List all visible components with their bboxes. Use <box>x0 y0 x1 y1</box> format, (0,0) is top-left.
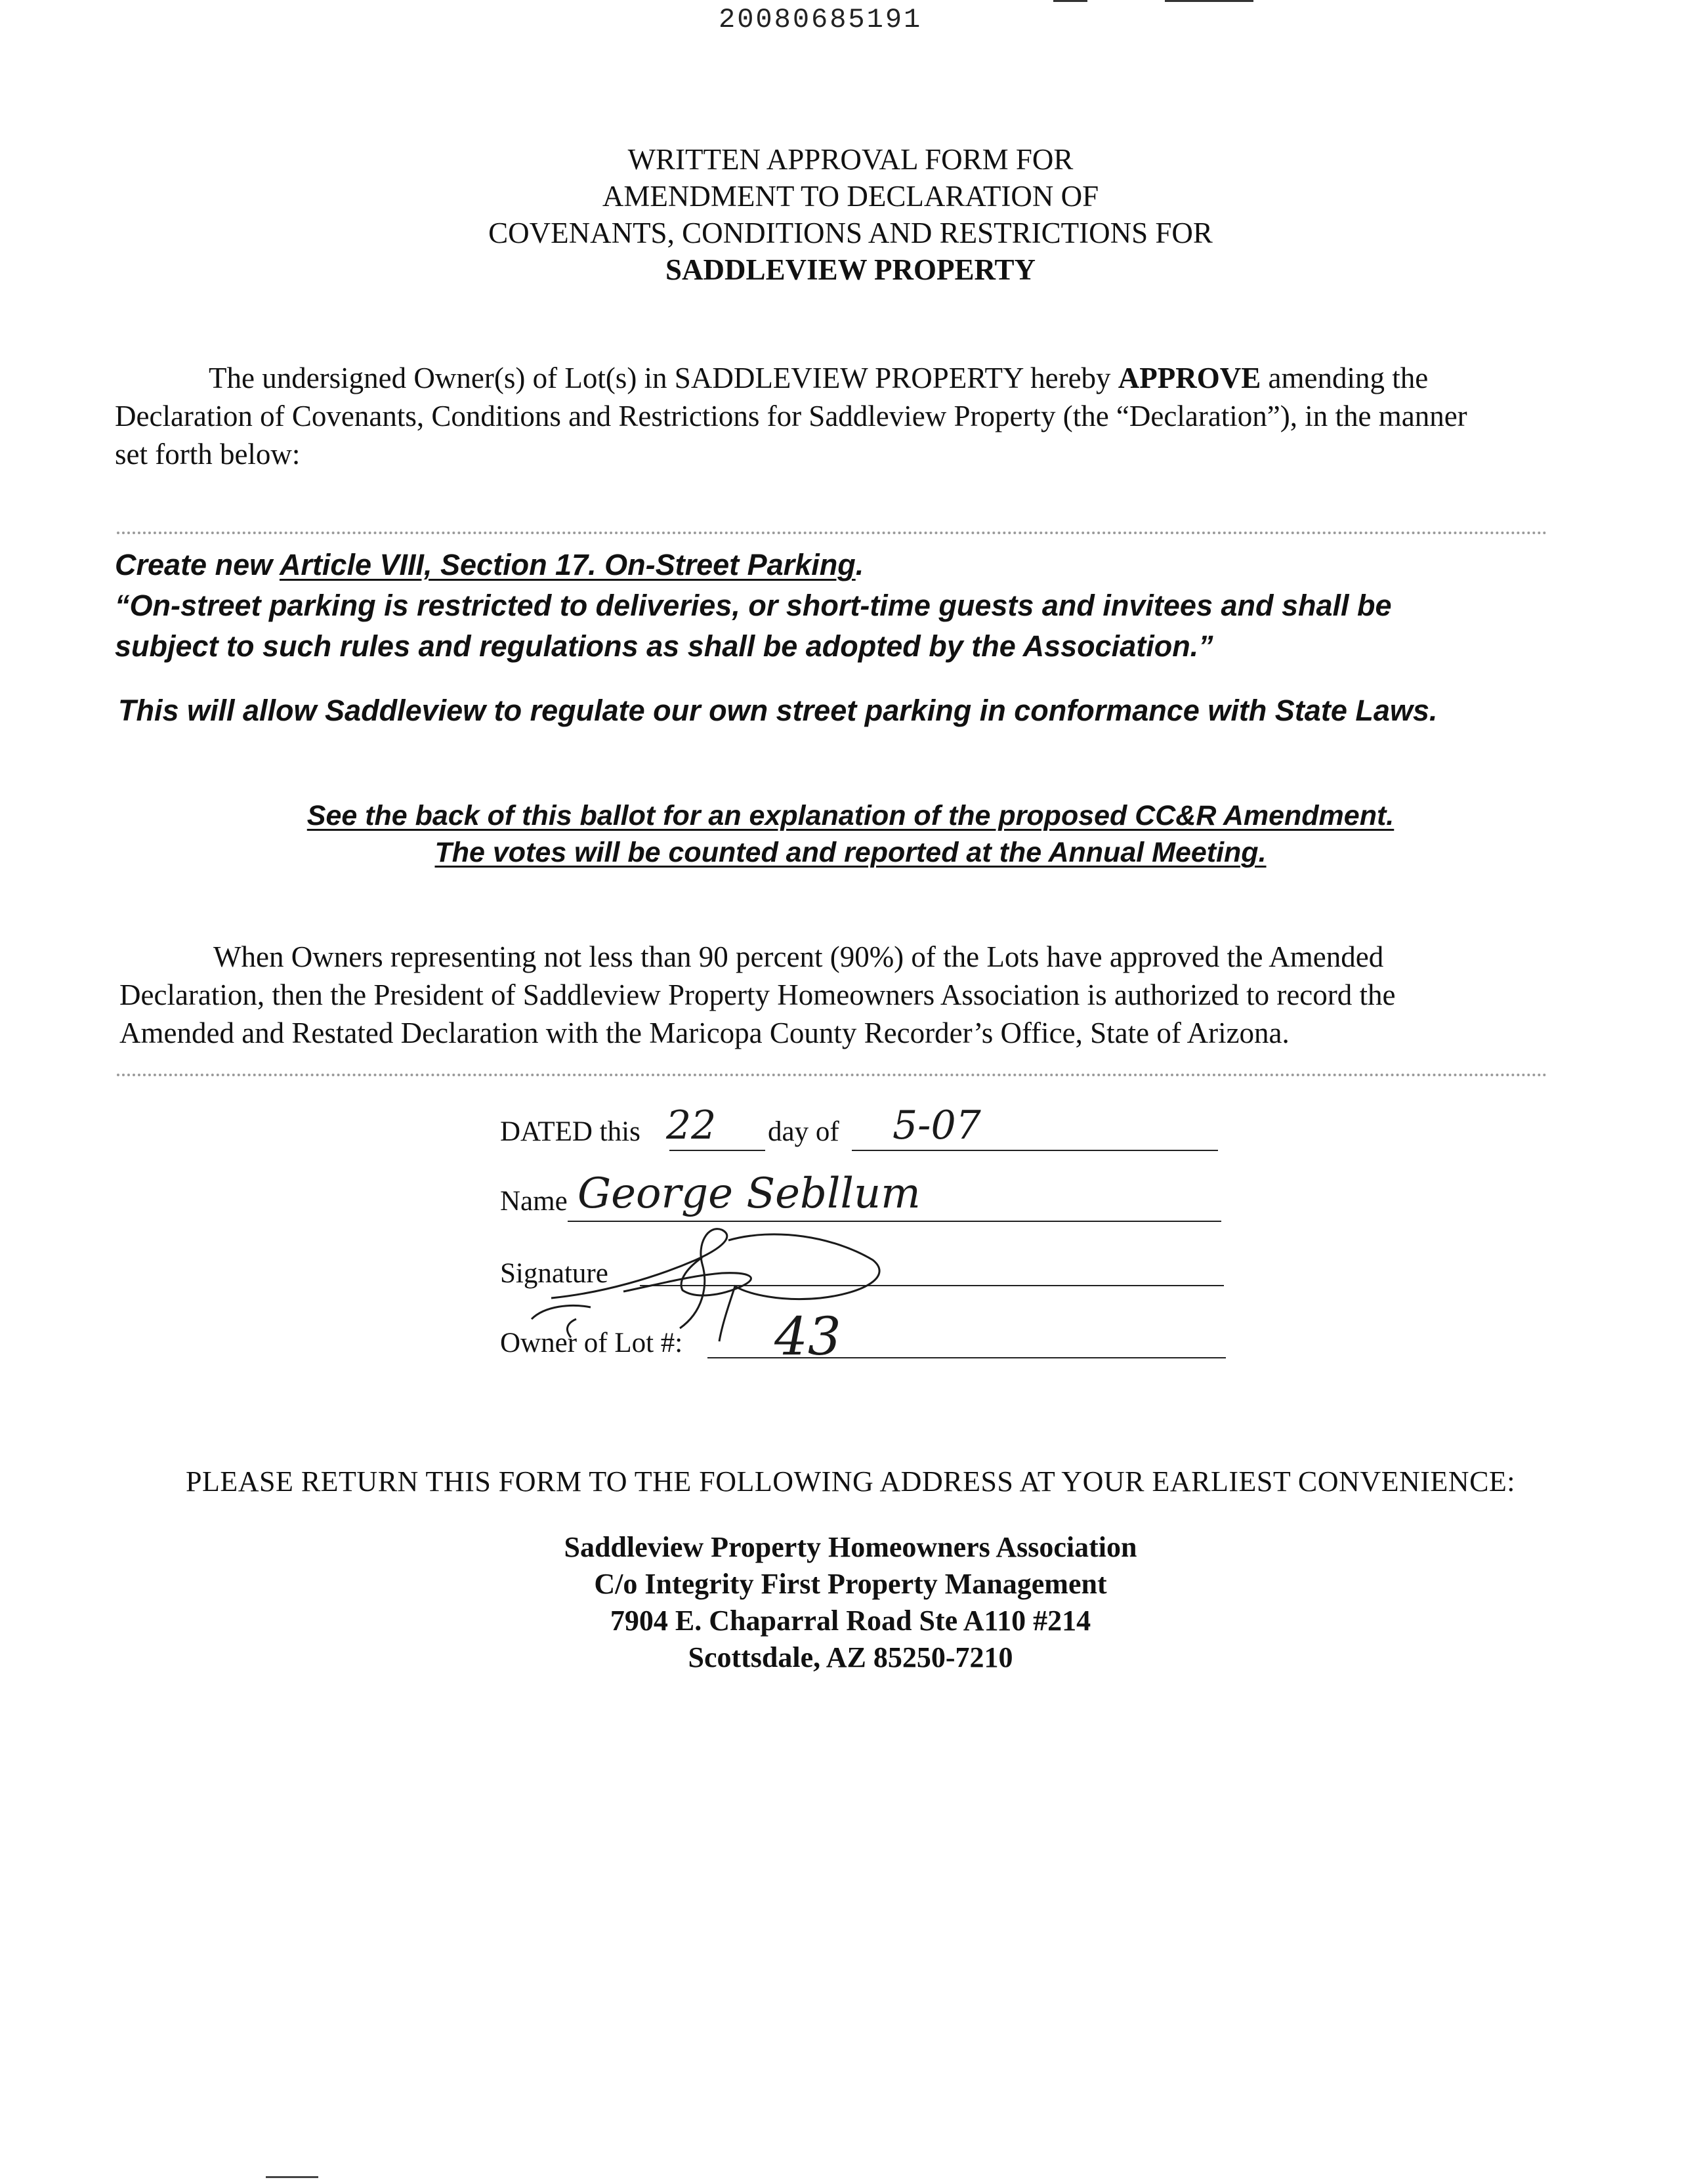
dated-day-value: 22 <box>666 1102 717 1148</box>
address-line-4: Scottsdale, AZ 85250-7210 <box>688 1641 1013 1673</box>
create-text: Create new <box>115 548 280 581</box>
address-line-3: 7904 E. Chaparral Road Ste A110 #214 <box>610 1605 1091 1637</box>
lot-value: 43 <box>774 1306 841 1367</box>
header-dash-mark <box>1053 0 1087 2</box>
create-period: . <box>855 548 864 581</box>
intro-line-2: Declaration of Covenants, Conditions and Restrictions for Saddleview Property (the “Declaration”), in the manner <box>115 400 1467 432</box>
amendment-quote-line-1: “On-street parking is restricted to deliveries, or short-time guests and invitees and shall be <box>115 589 1392 622</box>
document-number: 20080685191 <box>719 4 923 35</box>
header-dash-mark <box>1165 0 1253 2</box>
dotted-divider <box>117 532 1547 534</box>
amendment-purpose: This will allow Saddleview to regulate our own street parking in conformance with State Laws. <box>118 694 1438 727</box>
dated-month-line <box>852 1150 1218 1151</box>
title-line-1: WRITTEN APPROVAL FORM FOR <box>627 143 1074 176</box>
return-instruction: PLEASE RETURN THIS FORM TO THE FOLLOWING ADDRESS AT YOUR EARLIEST CONVENIENCE: <box>185 1465 1516 1498</box>
form-title <box>0 141 1701 288</box>
dated-month-value: 5-07 <box>892 1102 981 1148</box>
notice-line-1: See the back of this ballot for an explanation of the proposed CC&R Amendment. <box>306 800 1395 831</box>
return-address <box>0 1529 1701 1676</box>
name-value: George Sebllum <box>578 1169 921 1218</box>
approval-line-2: Declaration, then the President of Saddleview Property Homeowners Association is authorized to record the <box>119 978 1396 1011</box>
day-of-label: day of <box>768 1116 839 1147</box>
approve-word: APPROVE <box>1118 362 1261 394</box>
notice-line-2: The votes will be counted and reported at the Annual Meeting. <box>434 837 1267 868</box>
lot-label: Owner of Lot #: <box>500 1328 683 1358</box>
intro-line-3: set forth below: <box>115 438 301 471</box>
title-line-3: COVENANTS, CONDITIONS AND RESTRICTIONS FOR <box>488 217 1213 249</box>
dotted-divider <box>117 1074 1547 1076</box>
article-reference: Article VIII, Section 17. On-Street Parking <box>279 548 856 581</box>
intro-text-post: amending the <box>1261 362 1429 394</box>
title-line-4: SADDLEVIEW PROPERTY <box>665 253 1036 286</box>
name-label: Name <box>500 1186 568 1217</box>
create-article-line <box>115 545 864 585</box>
intro-text-pre: The undersigned Owner(s) of Lot(s) in SADDLEVIEW PROPERTY hereby <box>209 362 1118 394</box>
footer-dash-mark <box>266 2176 318 2178</box>
dated-day-line <box>669 1150 765 1151</box>
intro-line-1 <box>209 360 1428 396</box>
address-line-1: Saddleview Property Homeowners Association <box>564 1531 1137 1563</box>
address-line-2: C/o Integrity First Property Management <box>594 1568 1107 1600</box>
approval-line-3: Amended and Restated Declaration with the Maricopa County Recorder’s Office, State of Arizona. <box>119 1017 1290 1049</box>
approval-line-1: When Owners representing not less than 90 percent (90%) of the Lots have approved the Amended <box>213 940 1384 973</box>
title-line-2: AMENDMENT TO DECLARATION OF <box>602 180 1099 213</box>
amendment-quote-line-2: subject to such rules and regulations as shall be adopted by the Association.” <box>115 629 1213 663</box>
signature-label: Signature <box>500 1258 608 1289</box>
dated-label: DATED this <box>500 1116 640 1147</box>
